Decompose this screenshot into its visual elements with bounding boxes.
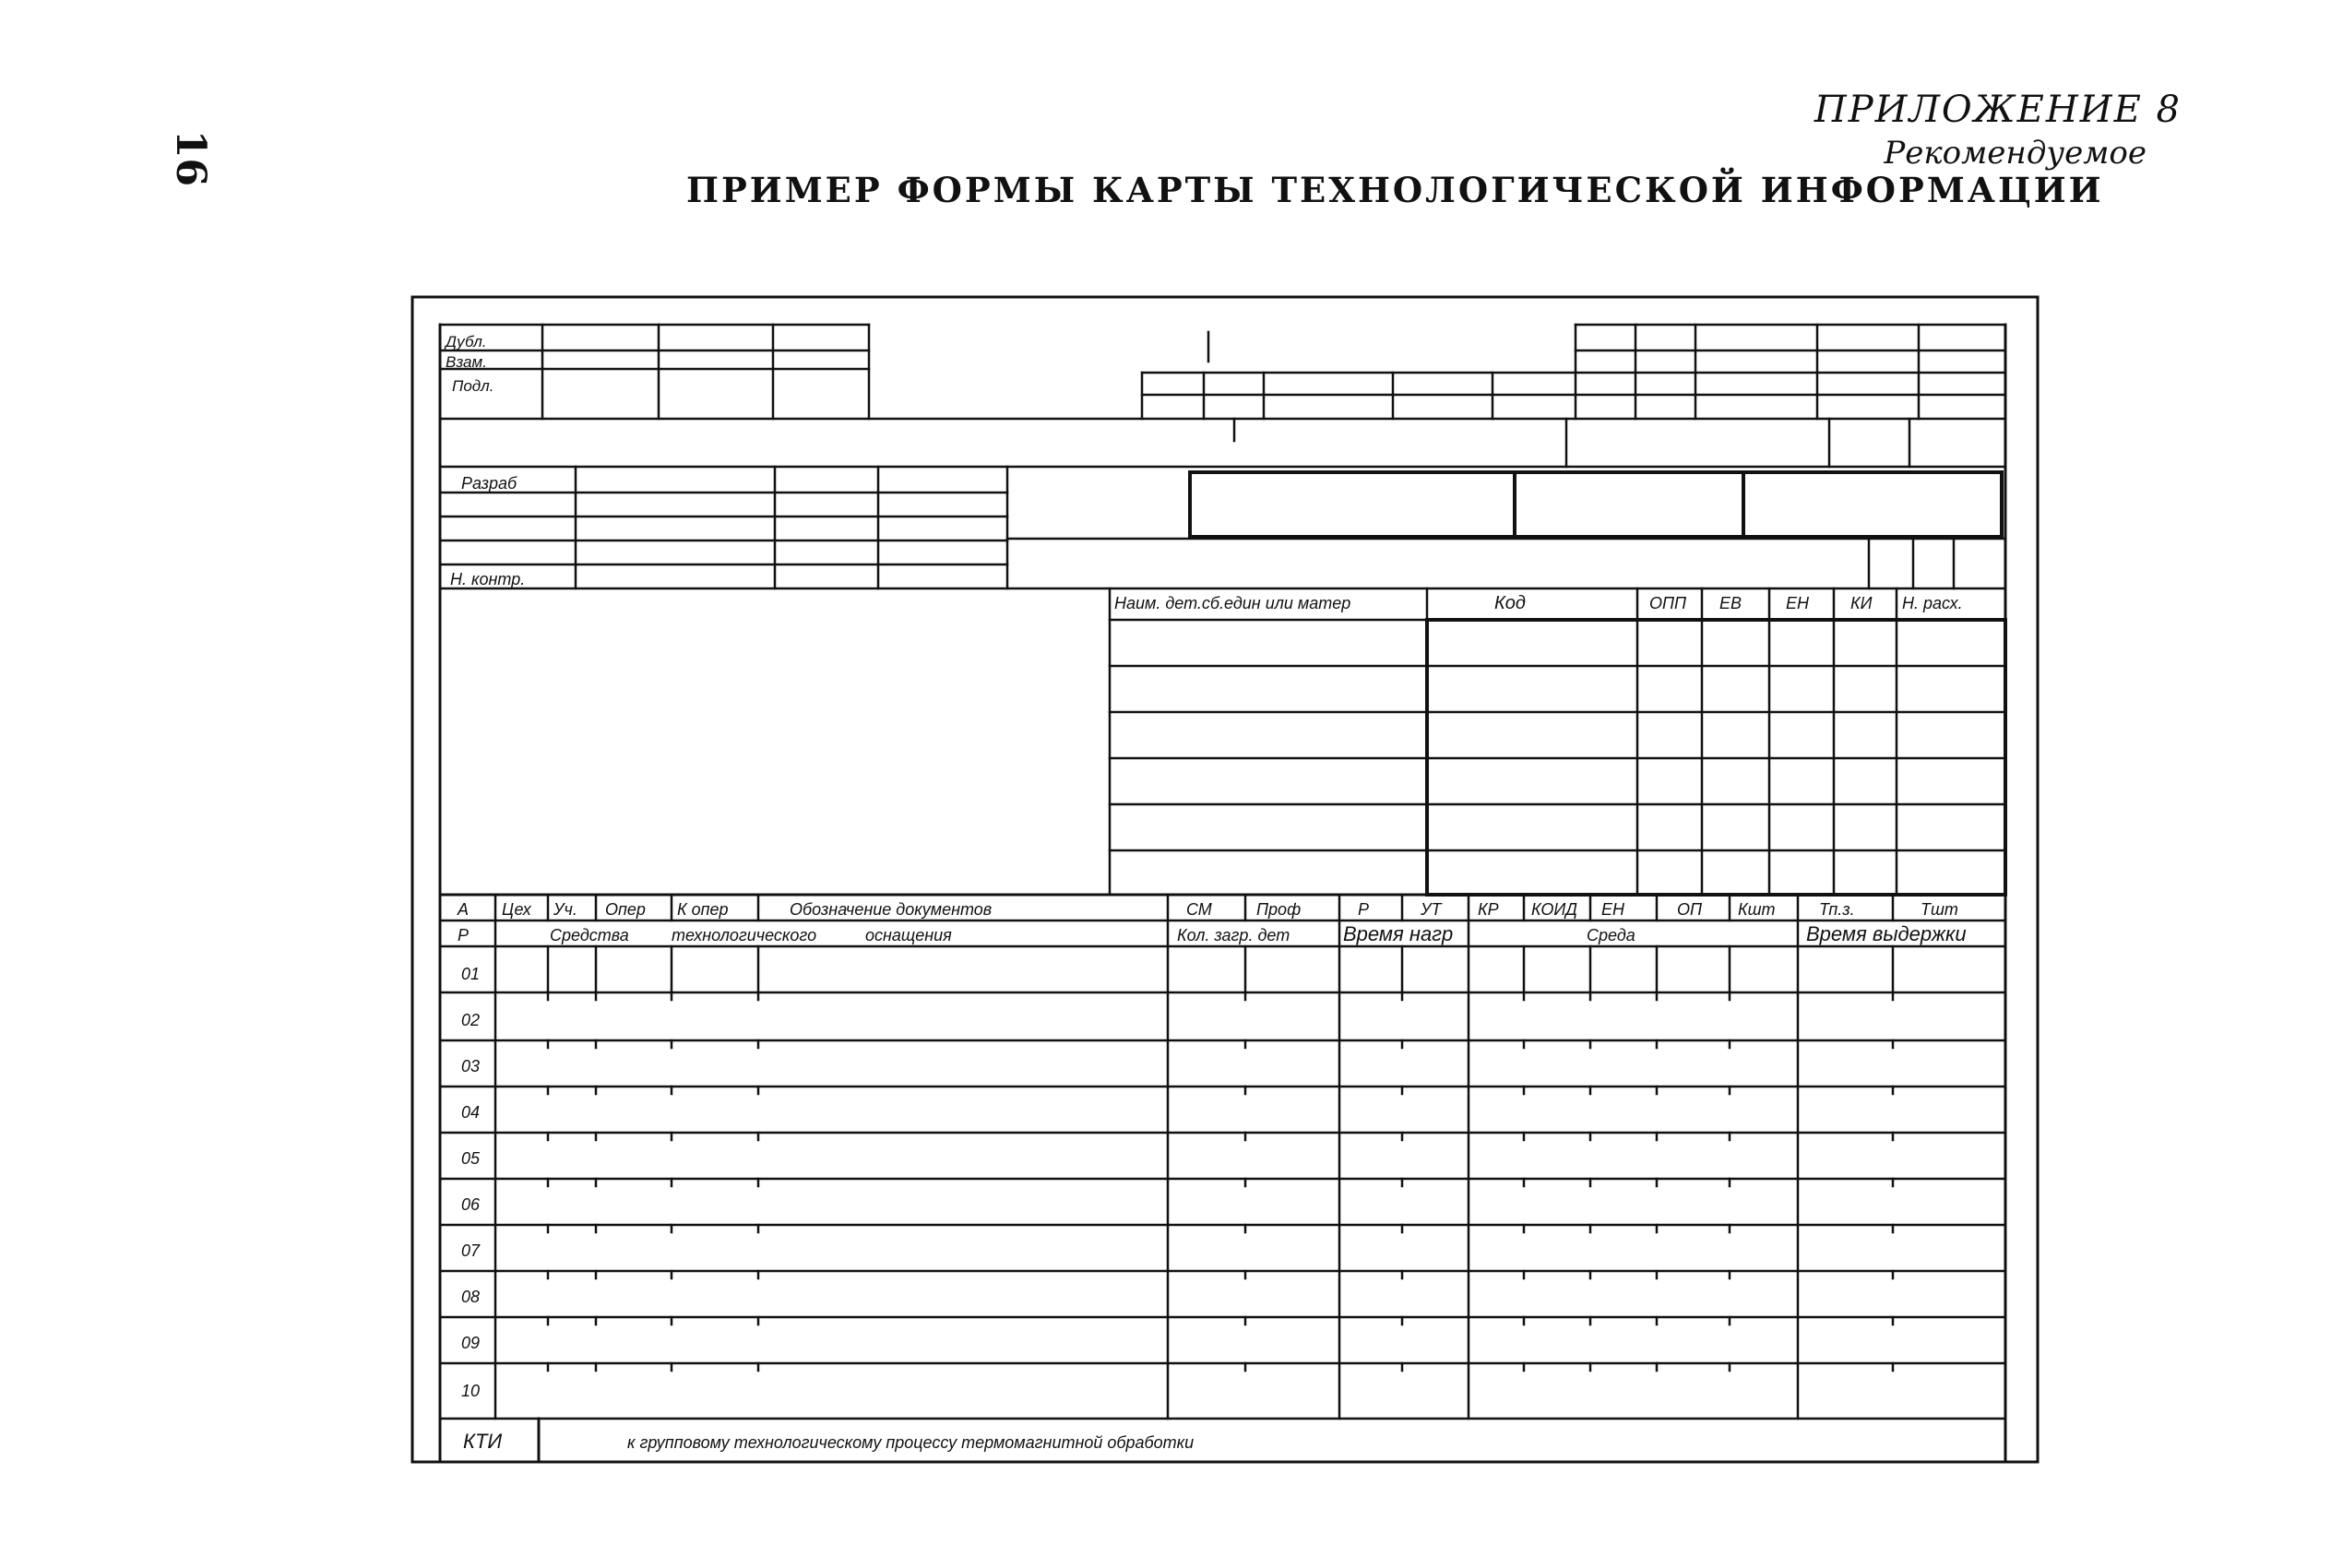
signature-block [440,467,2005,588]
hdr-sredstva: Средства [550,926,629,944]
hdr-uch: Уч. [553,900,577,919]
hdr-code: Код [1494,593,1526,613]
marker-a: А [458,900,470,919]
row-ticks [548,1040,1893,1371]
hdr-n-rasch: Н. расх. [1902,594,1963,612]
hdr-opp: ОПП [1649,594,1687,612]
row-number: 06 [461,1195,481,1214]
top-middle-block [1142,332,1576,441]
hdr-kol-zagr: Кол. загр. дет [1177,926,1290,944]
hdr-r: Р [1358,900,1370,919]
hdr-ev: ЕВ [1719,594,1742,612]
label-razrab: Разраб [461,474,517,493]
hdr-kshht: Кшт [1738,900,1776,919]
hdr-tsekh: Цех [502,900,531,919]
top-right-block [1576,325,2005,419]
label-podl: Подл. [452,377,494,395]
name-code-boxes [1190,472,2002,537]
row-number: 09 [461,1334,481,1352]
appendix-label: ПРИЛОЖЕНИЕ 8 [1814,89,2182,131]
footer-code: КТИ [463,1430,503,1453]
row-number: 07 [461,1241,481,1260]
hdr-kr: КР [1478,900,1499,919]
hdr-osnashcheniya: оснащения [865,926,952,944]
footer-description: к групповому технологическому процессу термомагнитной обработки [627,1433,1195,1452]
material-table [1110,588,2005,895]
row-number: 10 [461,1382,481,1400]
hdr-vremya-nagr: Время нагр [1343,922,1454,945]
hdr-ki: КИ [1850,594,1873,612]
hdr-oper: Опер [605,900,646,919]
hdr-prof: Проф [1256,900,1302,919]
hdr-documents: Обозначение документов [790,900,993,919]
hdr-en: ЕН [1786,594,1810,612]
label-dubl: Дубл. [446,333,487,350]
page-title: ПРИМЕР ФОРМЫ КАРТЫ ТЕХНОЛОГИЧЕСКОЙ ИНФОРМАЦИИ [686,170,2104,210]
label-vzam: Взам. [446,353,487,371]
hdr-ut: УТ [1421,900,1442,919]
hdr-koid: КОИД [1531,900,1577,919]
label-n-kontr: Н. контр. [450,570,526,588]
hdr-sm: СМ [1186,900,1212,919]
row-number: 01 [461,965,481,983]
row-number: 03 [461,1057,481,1075]
hdr-material-name: Наим. дет.сб.един или матер [1114,594,1351,612]
appendix-status: Рекомендуемое [1884,135,2147,172]
hdr-k-oper: К опер [677,900,729,919]
hdr-vremya-vyderzhki: Время выдержки [1806,922,1967,945]
row-number: 05 [461,1149,481,1168]
hdr-t-sht: Тшт [1921,900,1958,919]
operation-rows [440,946,2005,1419]
hdr-t-pz: Тп.з. [1819,900,1855,919]
page-number: 16 [167,129,215,187]
hdr-en-op: ЕН [1601,900,1625,919]
row-number: 08 [461,1288,481,1306]
operations-header [440,895,2005,1419]
hdr-sreda: Среда [1587,926,1635,944]
marker-r: Р [458,926,470,944]
hdr-tekhnologicheskogo: технологического [672,926,817,944]
row-number: 04 [461,1103,481,1122]
row-number: 02 [461,1011,481,1029]
hdr-op: ОП [1677,900,1703,919]
